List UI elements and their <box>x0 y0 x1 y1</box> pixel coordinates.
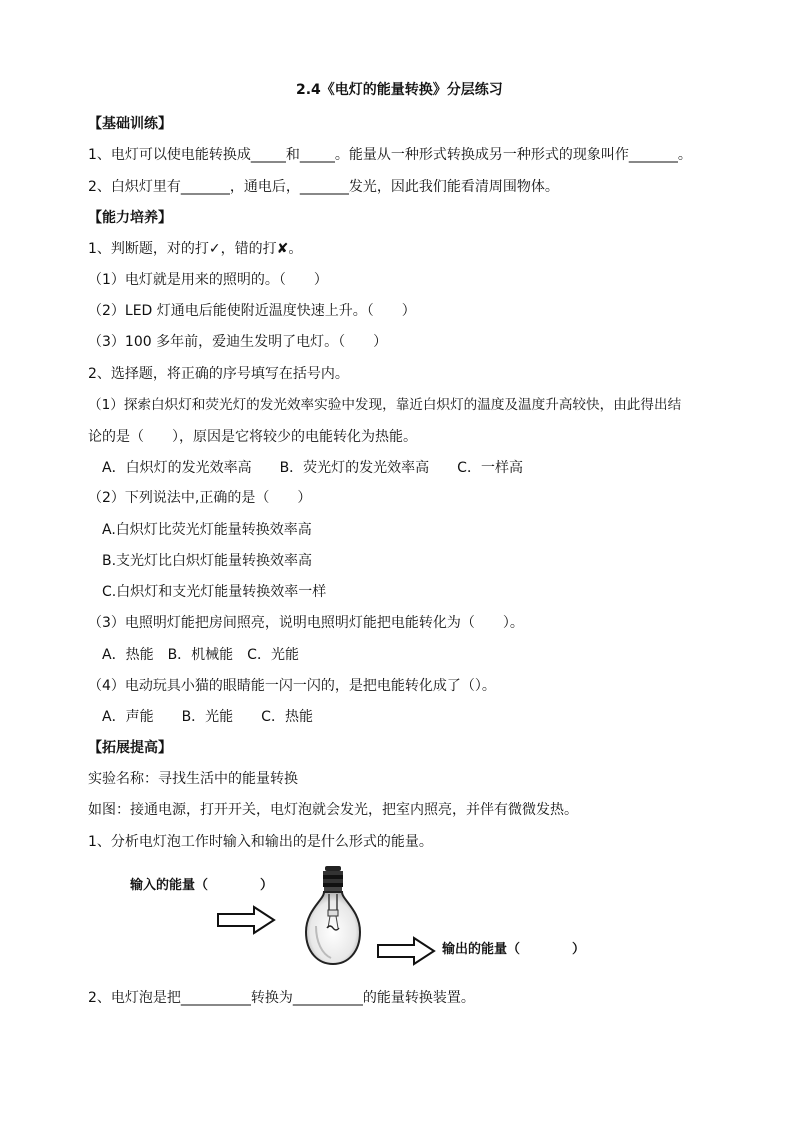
choice-3-options: A．热能 B．机械能 C．光能 <box>102 647 299 663</box>
judge-item-1: （1）电灯就是用来的照明的。（ ） <box>88 272 328 288</box>
choice-4-options: A．声能 B．光能 C．热能 <box>102 709 313 725</box>
choice-2-option-c: C.白炽灯和支光灯能量转换效率一样 <box>102 584 327 600</box>
choice-1-options: A．白炽灯的发光效率高 B．荧光灯的发光效率高 C．一样高 <box>102 460 523 476</box>
question-basic-2: 2、白炽灯里有_______，通电后，_______发光，因此我们能看清周围物体。 <box>88 179 559 195</box>
output-energy-label: 输出的能量（ ） <box>442 942 586 957</box>
experiment-name: 实验名称：寻找生活中的能量转换 <box>88 771 298 787</box>
input-arrow-icon <box>216 905 276 935</box>
input-energy-label: 输入的能量（ ） <box>130 878 274 893</box>
choice-2-option-b: B.支光灯比白炽灯能量转换效率高 <box>102 553 313 569</box>
extension-question-2: 2、电灯泡是把__________转换为__________的能量转换装置。 <box>88 990 475 1006</box>
choice-2-title: （2）下列说法中,正确的是（ ） <box>88 490 312 506</box>
experiment-description: 如图：接通电源，打开开关，电灯泡就会发光，把室内照亮，并伴有微微发热。 <box>88 802 578 818</box>
choice-4-title: （4）电动玩具小猫的眼睛能一闪一闪的，是把电能转化成了（）。 <box>88 678 496 694</box>
output-arrow-icon <box>376 936 436 966</box>
choice-title: 2、选择题，将正确的序号填写在括号内。 <box>88 366 349 382</box>
page-title: 2.4《电灯的能量转换》分层练习 <box>296 82 503 98</box>
choice-2-option-a: A.白炽灯比荧光灯能量转换效率高 <box>102 522 312 538</box>
section-header-extension: 【拓展提高】 <box>88 740 172 756</box>
energy-conversion-figure <box>92 860 612 980</box>
extension-question-1: 1、分析电灯泡工作时输入和输出的是什么形式的能量。 <box>88 834 433 850</box>
judge-title: 1、判断题，对的打✓，错的打✘。 <box>88 241 303 257</box>
judge-item-3: （3）100 多年前，爱迪生发明了电灯。（ ） <box>88 334 388 350</box>
section-header-ability: 【能力培养】 <box>88 210 172 226</box>
choice-1-line-2: 论的是（ ），原因是它将较少的电能转化为热能。 <box>88 429 417 445</box>
choice-3-title: （3）电照明灯能把房间照亮，说明电照明灯能把电能转化为（ ）。 <box>88 615 524 631</box>
light-bulb-icon <box>298 864 368 974</box>
judge-item-2: （2）LED 灯通电后能使附近温度快速上升。（ ） <box>88 303 416 319</box>
section-header-basic: 【基础训练】 <box>88 116 172 132</box>
question-basic-1: 1、电灯可以使电能转换成_____和_____。能量从一种形式转换成另一种形式的现象叫作_______。 <box>88 147 692 163</box>
choice-1-line-1: （1）探索白炽灯和荧光灯的发光效率实验中发现，靠近白炽灯的温度及温度升高较快，由此得出结 <box>88 397 682 413</box>
